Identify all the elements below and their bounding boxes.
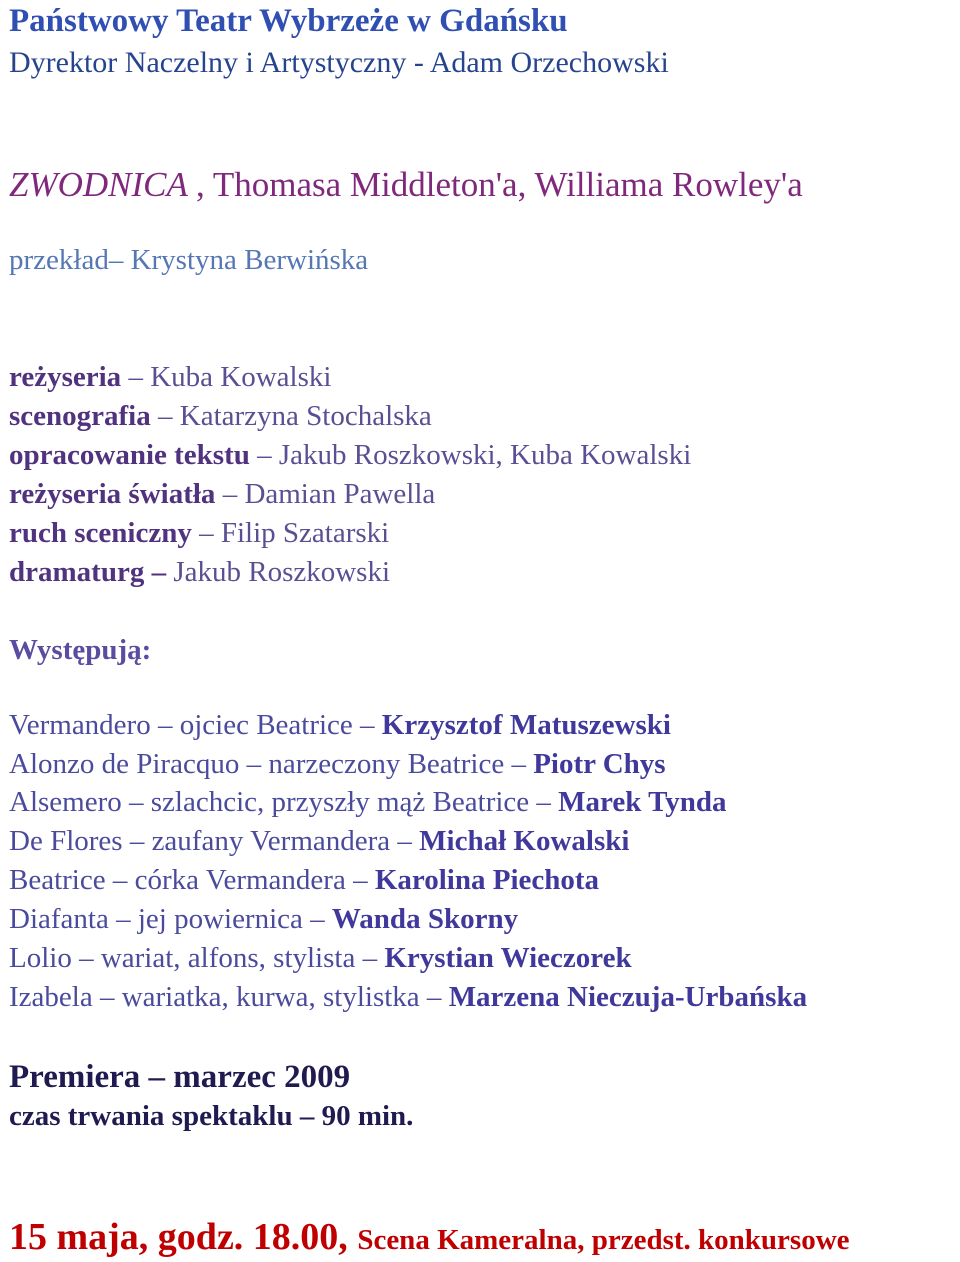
credit-person: – Kuba Kowalski (121, 361, 332, 393)
credit-role: ruch sceniczny (9, 517, 192, 549)
cast-character: De Flores – zaufany Vermandera – (9, 825, 420, 857)
cast-row (9, 827, 629, 856)
cast-actor: Michał Kowalski (419, 825, 630, 857)
credit-role: reżyseria światła (9, 478, 216, 510)
cast-actor: Marzena Nieczuja-Urbańska (448, 981, 808, 1013)
cast-row (9, 866, 599, 895)
cast-heading: Występują: (9, 634, 152, 666)
director-line: Dyrektor Naczelny i Artystyczny - Adam Orzechowski (9, 46, 669, 79)
cast-row (9, 750, 666, 779)
cast-character: Beatrice – córka Vermandera – (9, 864, 375, 896)
credit-movement (9, 519, 389, 548)
credit-scenography (9, 402, 432, 431)
cast-character: Izabela – wariatka, kurwa, stylistka – (9, 981, 449, 1013)
credit-person: – Jakub Roszkowski, Kuba Kowalski (249, 439, 692, 471)
credit-person: – Damian Pawella (215, 478, 436, 510)
credit-role: dramaturg – (9, 556, 167, 588)
cast-character: Alonzo de Piracquo – narzeczony Beatrice – (9, 748, 534, 780)
credit-person: – Katarzyna Stochalska (150, 400, 432, 432)
premiere-info: Premiera – marzec 2009 (9, 1059, 351, 1095)
credit-directing (9, 363, 331, 392)
cast-row (9, 788, 727, 817)
cast-actor: Krzysztof Matuszewski (381, 709, 671, 741)
theatre-name: Państwowy Teatr Wybrzeże w Gdańsku (9, 3, 568, 39)
performance-date: 15 maja, godz. 18.00, (9, 1216, 358, 1258)
credit-person: Jakub Roszkowski (166, 556, 391, 588)
cast-actor: Wanda Skorny (331, 903, 519, 935)
credit-person: – Filip Szatarski (191, 517, 390, 549)
cast-character: Lolio – wariat, alfons, stylista – (9, 942, 385, 974)
cast-actor: Piotr Chys (533, 748, 666, 780)
credit-lighting (9, 480, 435, 509)
cast-character: Alsemero – szlachcic, przyszły mąż Beatrice – (9, 786, 559, 818)
cast-row (9, 983, 807, 1012)
cast-row (9, 711, 671, 740)
credit-text-adaptation (9, 441, 691, 470)
credit-dramaturg (9, 558, 390, 587)
translation-credit: przekład– Krystyna Berwińska (9, 244, 369, 276)
cast-row (9, 944, 632, 973)
cast-character: Vermandero – ojciec Beatrice – (9, 709, 382, 741)
cast-character: Diafanta – jej powiernica – (9, 903, 332, 935)
play-title: ZWODNICA (9, 165, 197, 204)
duration-info: czas trwania spektaklu – 90 min. (9, 1100, 414, 1132)
play-title-line (9, 167, 803, 202)
cast-actor: Krystian Wieczorek (384, 942, 632, 974)
credit-role: scenografia (9, 400, 151, 432)
performance-info (9, 1218, 850, 1256)
performance-venue: Scena Kameralna, przedst. konkursowe (357, 1224, 850, 1256)
credit-role: opracowanie tekstu (9, 439, 250, 471)
cast-actor: Karolina Piechota (374, 864, 600, 896)
play-authors: , Thomasa Middleton'a, Williama Rowley'a (196, 165, 803, 204)
credit-role: reżyseria (9, 361, 122, 393)
cast-actor: Marek Tynda (558, 786, 727, 818)
cast-row (9, 905, 518, 934)
